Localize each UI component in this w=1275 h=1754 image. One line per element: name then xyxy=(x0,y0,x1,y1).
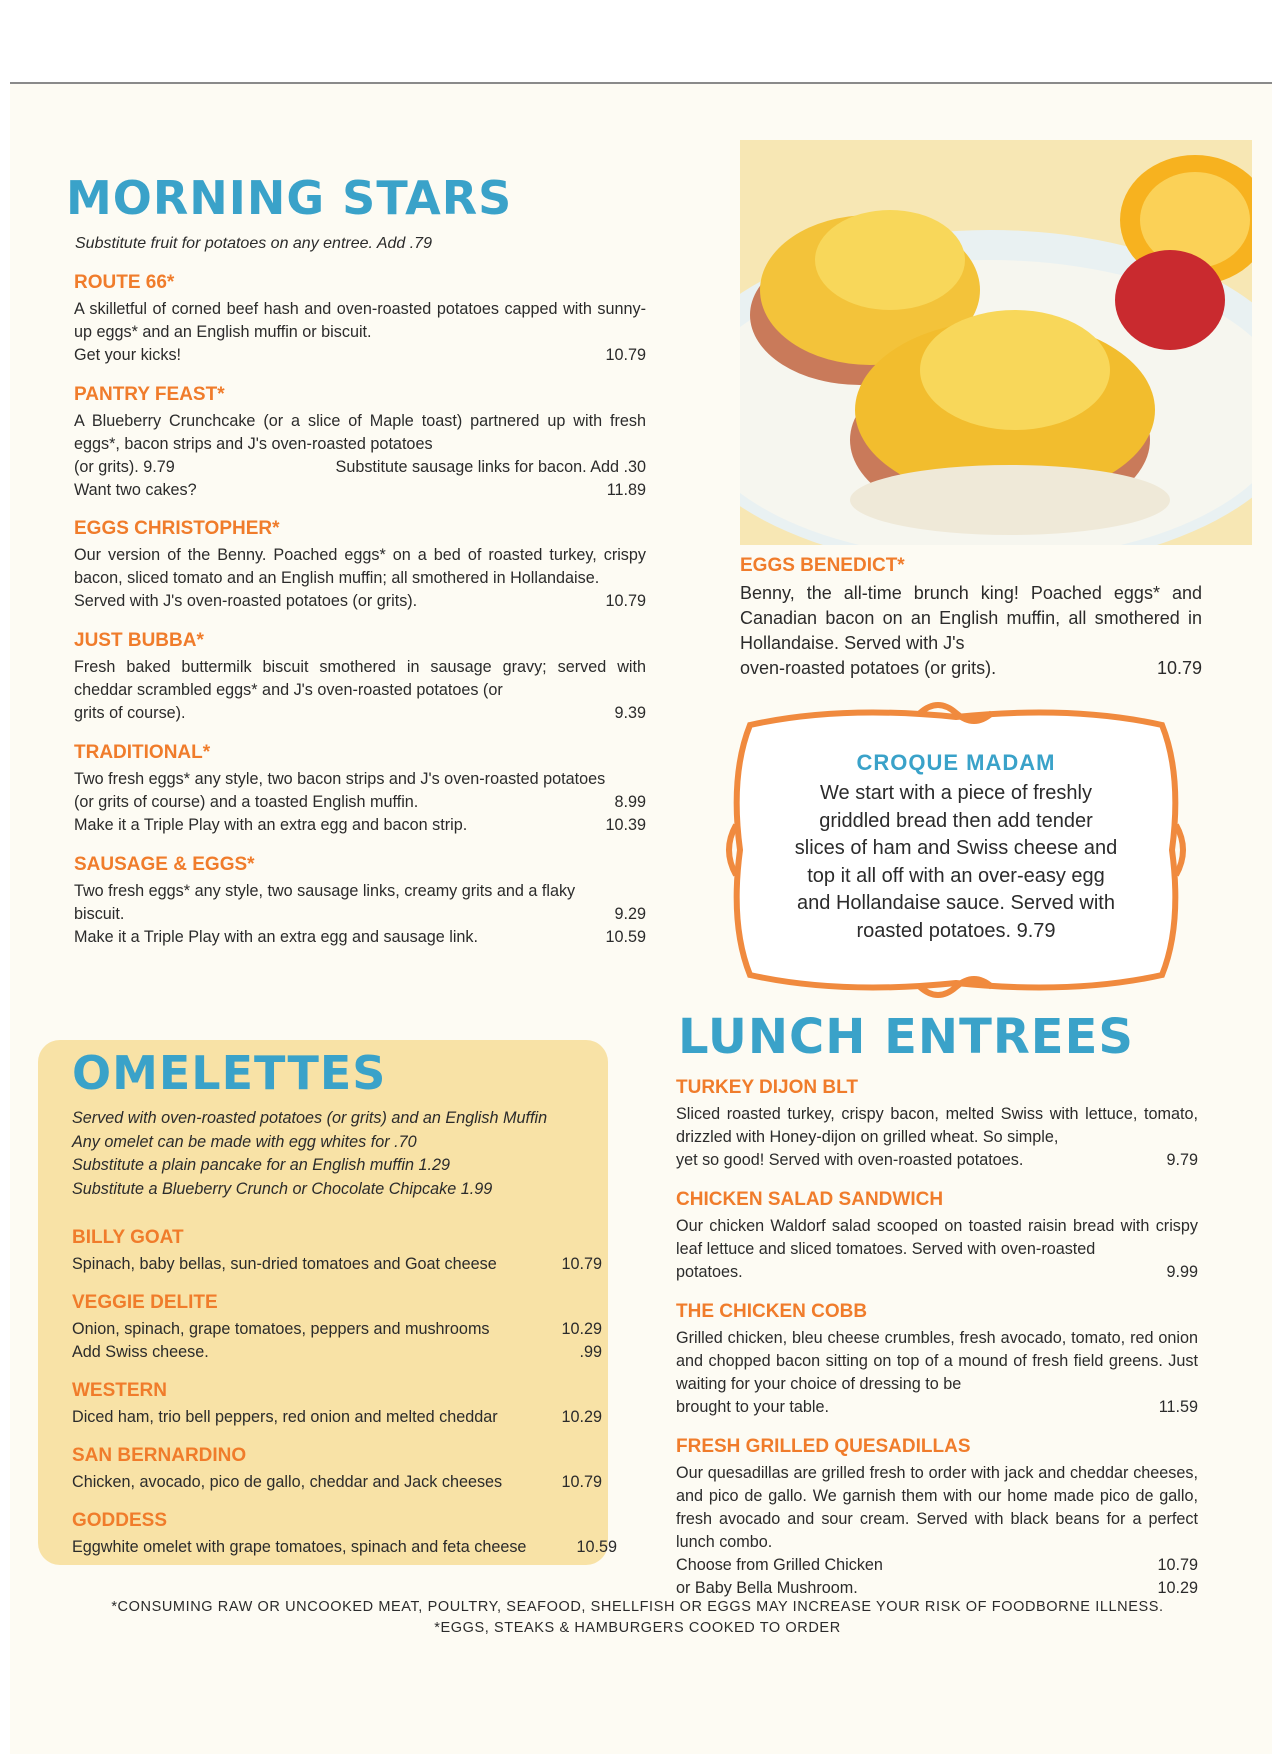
morning-stars-note: Substitute fruit for potatoes on any entree. Add .79 xyxy=(75,235,432,252)
item-title: SAN BERNARDINO xyxy=(72,1445,247,1466)
item-description: Eggwhite omelet with grape tomatoes, spinach and feta cheese xyxy=(72,1538,527,1556)
item-title: CHICKEN SALAD SANDWICH xyxy=(676,1189,944,1210)
item-title: TURKEY DIJON BLT xyxy=(676,1077,858,1098)
item-title: BILLY GOAT xyxy=(72,1227,184,1248)
item-price: 10.79 xyxy=(605,592,646,610)
item-price: 10.29 xyxy=(1157,1579,1198,1597)
croque-madam-line: top it all off with an over-easy egg xyxy=(807,864,1105,887)
menu-item-traditional xyxy=(74,742,646,837)
item-title: THE CHICKEN COBB xyxy=(676,1301,868,1322)
item-line: yet so good! Served with oven-roasted potatoes. xyxy=(676,1151,1024,1169)
item-price: 10.39 xyxy=(605,816,646,834)
menu-item-quesadillas xyxy=(676,1436,1198,1600)
item-line: or Baby Bella Mushroom. xyxy=(676,1579,858,1597)
item-line: Get your kicks! xyxy=(74,346,182,364)
omelettes-note: Any omelet can be made with egg whites for .70 xyxy=(72,1132,417,1151)
item-title: TRADITIONAL* xyxy=(74,742,211,763)
item-price: 10.59 xyxy=(576,1538,617,1556)
item-line: Make it a Triple Play with an extra egg and sausage link. xyxy=(74,928,479,946)
menu-item-sausage-eggs xyxy=(74,854,646,949)
item-price: 11.59 xyxy=(1158,1398,1198,1416)
item-title: PANTRY FEAST* xyxy=(74,384,225,405)
croque-madam-line: roasted potatoes. 9.79 xyxy=(856,919,1056,942)
item-description: Two fresh eggs* any style, two bacon strips and J's oven-roasted potatoes xyxy=(74,770,606,788)
item-price: 9.99 xyxy=(1166,1263,1198,1281)
item-line: Want two cakes? xyxy=(74,481,197,499)
item-description: Benny, the all-time brunch king! Poached eggs* and Canadian bacon on an English muffin, all smothered in Hollandaise. Served with J's xyxy=(740,583,1202,653)
omelettes-note: Served with oven-roasted potatoes (or grits) and an English Muffin xyxy=(72,1109,548,1127)
item-price: 11.89 xyxy=(606,481,646,499)
menu-item-san-bernardino xyxy=(72,1445,602,1494)
morning-stars-heading: MORNING STARS xyxy=(66,171,513,225)
omelettes-note: Substitute a plain pancake for an English muffin 1.29 xyxy=(72,1156,450,1174)
item-description: Chicken, avocado, pico de gallo, cheddar and Jack cheeses xyxy=(72,1473,503,1491)
disclaimer-line: *EGGS, STEAKS & HAMBURGERS COOKED TO ORDER xyxy=(434,1620,841,1636)
item-note: Substitute sausage links for bacon. Add .30 xyxy=(335,458,646,476)
menu-item-western xyxy=(72,1380,602,1429)
lunch-entrees-heading: LUNCH ENTREES xyxy=(678,1009,1134,1065)
item-description: Our chicken Waldorf salad scooped on toasted raisin bread with crispy leaf lettuce and sliced tomatoes. Served with oven-roasted xyxy=(676,1217,1198,1258)
item-line: oven-roasted potatoes (or grits). xyxy=(740,658,997,678)
item-title: GODDESS xyxy=(72,1510,168,1531)
eggs-benedict-photo xyxy=(740,140,1252,545)
item-title: FRESH GRILLED QUESADILLAS xyxy=(676,1436,971,1457)
croque-madam-title: CROQUE MADAM xyxy=(856,750,1056,775)
item-price: 10.29 xyxy=(561,1320,602,1338)
disclaimer-line: *CONSUMING RAW OR UNCOOKED MEAT, POULTRY, SEAFOOD, SHELLFISH OR EGGS MAY INCREASE YOUR RISK OF FOODBORNE ILLNESS. xyxy=(111,1599,1164,1615)
croque-madam-line: and Hollandaise sauce. Served with xyxy=(797,892,1115,914)
item-price: 10.79 xyxy=(561,1473,602,1491)
menu-item-eggs-benedict xyxy=(740,555,1202,681)
item-price: 10.59 xyxy=(605,928,646,946)
item-line: Served with J's oven-roasted potatoes (or grits). xyxy=(74,592,418,610)
item-description: Fresh baked buttermilk biscuit smothered in sausage gravy; served with cheddar scrambled eggs* and J's oven-roasted potatoes (or xyxy=(74,658,646,699)
menu-item-eggs-christopher xyxy=(74,518,646,613)
item-line: Choose from Grilled Chicken xyxy=(676,1556,883,1574)
omelettes-notes xyxy=(72,1107,632,1201)
item-line: (or grits). 9.79 xyxy=(74,458,175,476)
menu-item-chicken-cobb xyxy=(676,1301,1198,1419)
item-price: 8.99 xyxy=(614,793,646,811)
item-line: biscuit. xyxy=(74,905,125,923)
item-price: 10.79 xyxy=(1156,658,1202,678)
menu-item-billy-goat xyxy=(72,1227,602,1276)
item-title: EGGS BENEDICT* xyxy=(740,555,905,576)
menu-item-chicken-salad-sandwich xyxy=(676,1189,1198,1284)
item-description: Our quesadillas are grilled fresh to order with jack and cheddar cheeses, and pico de gallo. We garnish them with our home made pico de gallo, fresh avocado and sour cream. Served with black beans for a perfect lunch combo. xyxy=(676,1464,1198,1551)
item-title: EGGS CHRISTOPHER* xyxy=(74,518,280,539)
item-price: 10.79 xyxy=(605,346,646,364)
item-title: WESTERN xyxy=(72,1380,167,1401)
food-safety-disclaimer xyxy=(40,1597,1235,1639)
item-price: 9.29 xyxy=(614,905,646,923)
item-price: 9.79 xyxy=(1166,1151,1198,1169)
menu-item-pantry-feast xyxy=(74,384,646,502)
item-description: Spinach, baby bellas, sun-dried tomatoes and Goat cheese xyxy=(72,1255,497,1273)
croque-madam-line: slices of ham and Swiss cheese and xyxy=(794,837,1118,859)
croque-madam-line: griddled bread then add tender xyxy=(819,809,1093,832)
menu-item-goddess xyxy=(72,1510,617,1559)
item-line: (or grits of course) and a toasted English muffin. xyxy=(74,793,419,811)
item-description: Diced ham, trio bell peppers, red onion and melted cheddar xyxy=(72,1408,498,1426)
item-line: Add Swiss cheese. xyxy=(72,1343,209,1361)
item-description: Our version of the Benny. Poached eggs* on a bed of roasted turkey, crispy bacon, sliced tomato and an English muffin; all smothered in Hollandaise. xyxy=(74,546,646,587)
item-title: VEGGIE DELITE xyxy=(72,1292,218,1313)
item-price: 9.39 xyxy=(614,704,646,722)
item-line: brought to your table. xyxy=(676,1398,829,1416)
croque-madam-line: We start with a piece of freshly xyxy=(820,782,1092,804)
item-title: SAUSAGE & EGGS* xyxy=(74,854,255,875)
menu-item-veggie-delite xyxy=(72,1292,602,1364)
item-description: Two fresh eggs* any style, two sausage links, creamy grits and a flaky xyxy=(74,882,576,900)
item-price: 10.29 xyxy=(561,1408,602,1426)
item-description: Sliced roasted turkey, crispy bacon, melted Swiss with lettuce, tomato, drizzled with Honey-dijon on grilled wheat. So simple, xyxy=(676,1105,1198,1146)
menu-item-route-66 xyxy=(74,272,646,367)
omelettes-heading: OMELETTES xyxy=(72,1046,387,1100)
item-description: A Blueberry Crunchcake (or a slice of Maple toast) partnered up with fresh eggs*, bacon strips and J's oven-roasted potatoes xyxy=(74,412,646,453)
item-line: grits of course). xyxy=(74,704,186,722)
menu-item-just-bubba xyxy=(74,630,646,725)
item-description: Onion, spinach, grape tomatoes, peppers and mushrooms xyxy=(72,1320,490,1338)
item-price: .99 xyxy=(579,1343,602,1361)
item-price: 10.79 xyxy=(561,1255,602,1273)
croque-madam-feature xyxy=(770,750,1142,945)
item-line: potatoes. xyxy=(676,1263,743,1281)
item-price: 10.79 xyxy=(1157,1556,1198,1574)
item-title: ROUTE 66* xyxy=(74,272,175,293)
omelettes-note: Substitute a Blueberry Crunch or Chocolate Chipcake 1.99 xyxy=(72,1179,493,1198)
item-description: A skilletful of corned beef hash and oven-roasted potatoes capped with sunny-up eggs* and an English muffin or biscuit. xyxy=(74,300,646,341)
item-description: Grilled chicken, bleu cheese crumbles, fresh avocado, tomato, red onion and chopped bacon sitting on top of a mound of fresh field greens. Just waiting for your choice of dressing to be xyxy=(676,1329,1198,1393)
item-line: Make it a Triple Play with an extra egg and bacon strip. xyxy=(74,816,468,834)
item-title: JUST BUBBA* xyxy=(74,630,204,651)
menu-item-turkey-dijon-blt xyxy=(676,1077,1198,1172)
